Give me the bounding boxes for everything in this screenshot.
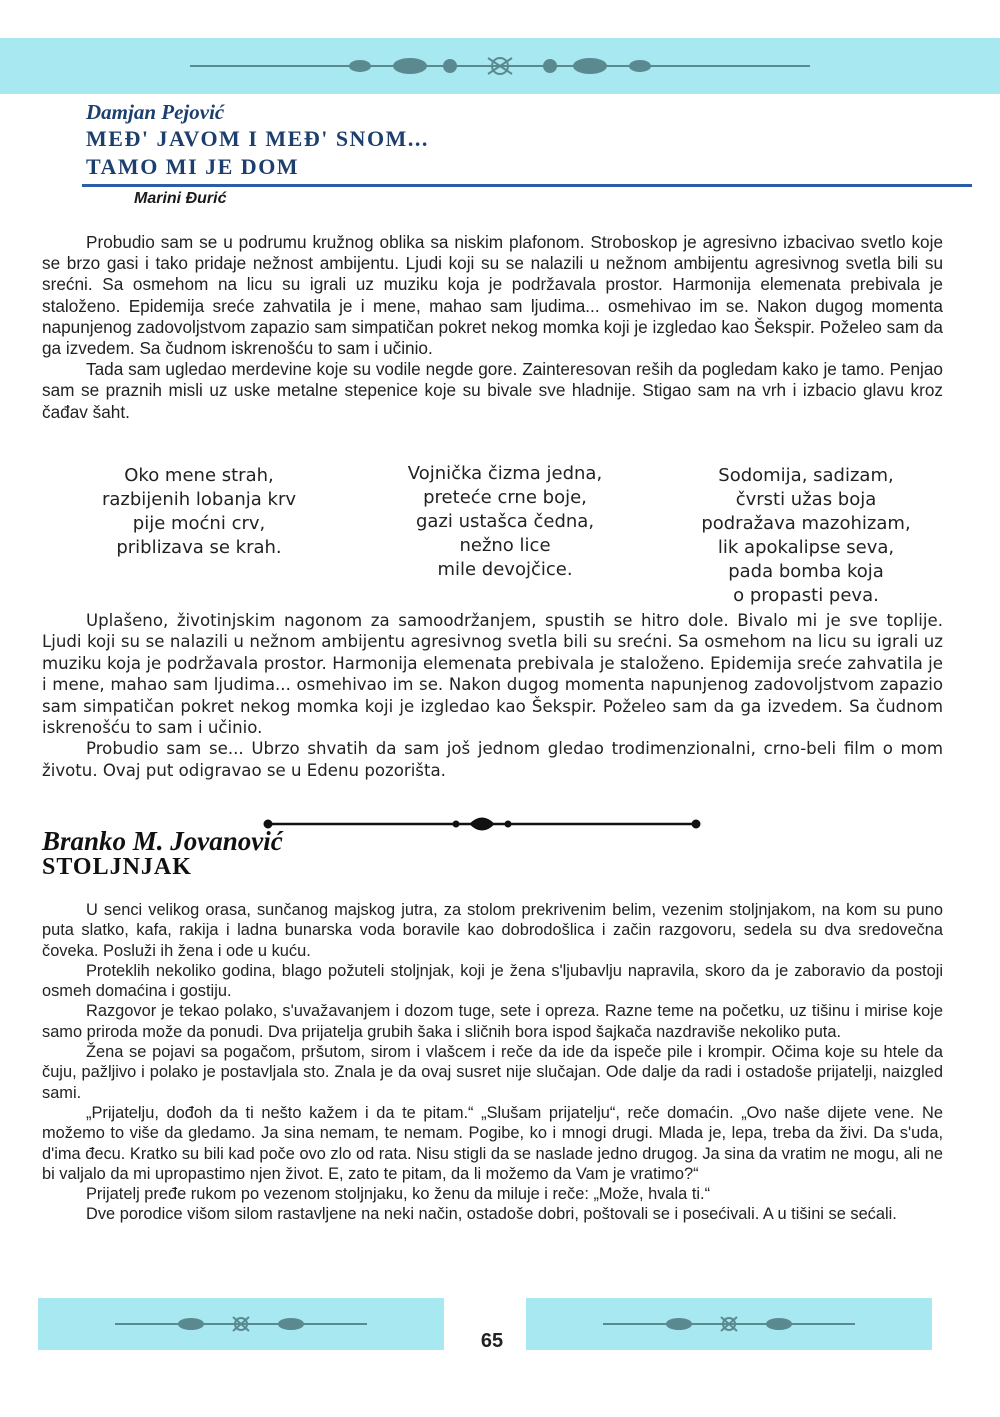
paragraph: Prijatelj pređe rukom po vezenom stoljnjaku, ko ženu da miluje i reče: „Može, hvala ti.“ bbox=[86, 1185, 711, 1204]
story1-prose-part1 bbox=[42, 232, 943, 423]
poem-line: mile devojčice. bbox=[437, 559, 573, 580]
poem-line: nežno lice bbox=[459, 535, 551, 556]
paragraph: Dve porodice višom silom rastavljene na neki način, ostadoše dobri, poštovali se i posećivali. A u tišini se sećali. bbox=[86, 1205, 897, 1224]
poem-line: razbijenih lobanja krv bbox=[101, 489, 297, 510]
story1-title bbox=[86, 125, 429, 181]
poem-line: o propasti peva. bbox=[733, 585, 879, 606]
paragraph: „Prijatelju, dođoh da ti nešto kažem i da te pitam.“ „Slušam prijatelju“, reče domaćin. „Ovo naše dijete vene. Ne možemo to više da gledamo. Ja sina nemam, te nemam. Pogibe, ko i mnogi drugi. Mlada je, lepa, treba da živi. Da s'uda, d'ima đecu. Kratko su bili kad poče ovo zlo od rata. Nisu stigli da se naslade jedno drugog. Ja sina da vratim ne mogu, ali ne bi valjalo da mi upropastimo njen život. E, zato te pitam, da li možemo da Vam je vratimo?“ bbox=[42, 1103, 943, 1183]
poem-line: podražava mazohizam, bbox=[701, 513, 911, 534]
paragraph: Razgovor je tekao polako, s'uvažavanjem i dozom tuge, sete i opreza. Razne teme na početku, uz tišinu i mirise koje samo priroda može da ponudi. Dva prijatelja grubih šaka i sličnih bora ispod šajkača nazdraviše nekoliko puta. bbox=[42, 1002, 943, 1041]
story1-title-line2: TAMO MI JE DOM bbox=[86, 154, 300, 179]
paragraph: Uplašeno, životinjskim nagonom za samoodržanjem, spustih se hitro dole. Bivalo mi je sve toplije. Ljudi koji su se nalazili u nežnom ambijentu agresivnog svetla bili su srećni. Sa osmehom na licu su igrali uz muziku koja je podržavala prostor. Harmonija elemenata prebivala je staloženo. Epidemija sreće zahvatila je i mene, mahao sam ljudima... osmehivao im se. Nakon dugog momenta napunjenog zadovoljstvom zapazio sam simpatičan pokret nekog momka koji je izgledao kao Šekspir. Poželeo sam da ga izvedem. Sa čudnom iskrenošću to sam i učinio. bbox=[42, 611, 943, 738]
paragraph: Žena se pojavi sa pogačom, pršutom, sirom i vlašcem i reče da ide da ispeče pile i krompir. Očima koje su htele da čuju, pažljivo i polako je postavljala sto. Znala je da ovaj susret nije slučajan. Ode dalje da radi i ostadoše prijatelji, naizgled sami. bbox=[42, 1043, 943, 1102]
poem-line: gazi ustašca čedna, bbox=[415, 511, 595, 532]
poem-line: pije moćni crv, bbox=[132, 513, 266, 534]
story1-title-line1: MEĐ' JAVOM I MEĐ' SNOM... bbox=[86, 126, 429, 151]
poem-line: čvrsti užas boja bbox=[735, 489, 877, 510]
poem-line: Vojnička čizma jedna, bbox=[407, 463, 603, 484]
flourish-ornament-icon bbox=[599, 1314, 859, 1334]
page-number: 65 bbox=[480, 1330, 504, 1352]
story1-prose-part2 bbox=[42, 610, 943, 781]
poem-line: priblizava se krah. bbox=[116, 537, 282, 558]
paragraph: Probudio sam se... Ubrzo shvatih da sam još jednom gledao trodimenzionalni, crno-beli film o mom životu. Ovaj put odigravao se u Edenu pozorišta. bbox=[42, 739, 943, 780]
story2-title: STOLJNJAK bbox=[42, 854, 192, 880]
poem-line: lik apokalipse seva, bbox=[717, 537, 895, 558]
story1-author: Damjan Pejović bbox=[86, 100, 225, 124]
story2-author: Branko M. Jovanović bbox=[42, 826, 283, 856]
section-divider-icon bbox=[260, 812, 705, 836]
paragraph: Tada sam ugledao merdevine koje su vodile negde gore. Zainteresovan reših da pogledam kako je tamo. Penjao sam se praznih misli uz uske metalne stepenice koje su bivale sve hladnije. Stigao sam na vrh i izbacio glavu kroz čađav šaht. bbox=[42, 359, 943, 422]
paragraph: U senci velikog orasa, sunčanog majskog jutra, za stolom prekrivenim belim, vezenim stoljnjakom, na kom su puno puta slatko, kafa, rakija i ladna bunarska voda boravile kao dobrodošlica i začin razgovoru, sedela su dva sredovečna čoveka. Posluži ih žena i ode u kuću. bbox=[42, 901, 943, 960]
poem-line: preteće crne boje, bbox=[423, 487, 587, 508]
poem-stanza-right bbox=[668, 464, 944, 608]
paragraph: Proteklih nekoliko godina, blago požuteli stoljnjak, koji je žena s'ljubavlju napravila, skoro da je zaboravio da postoji osmeh domaćina i gostiju. bbox=[42, 961, 943, 1001]
title-underline-rule bbox=[82, 184, 972, 187]
poem-line: pada bomba koja bbox=[728, 561, 884, 582]
flourish-ornament-icon bbox=[111, 1314, 371, 1334]
footer-ornament-band-left bbox=[38, 1298, 444, 1350]
poem-stanza-middle bbox=[374, 462, 636, 582]
poem-stanza-left bbox=[68, 464, 330, 560]
header-ornament-band bbox=[0, 38, 1000, 94]
paragraph: Probudio sam se u podrumu kružnog oblika sa niskim plafonom. Stroboskop je agresivno izbacivao svetlo koje se brzo gasi i tako pridaje nežnost ambijentu. Ljudi koji su se nalazili u nežnom ambijentu agresivnog svetla bili su srećni. Sa osmehom na licu su igrali uz muziku koja je podržavala prostor. Harmonija elemenata prebivala je staloženo. Epidemija sreće zahvatila je i mene, mahao sam ljudima... osmehivao im se. Nakon dugog momenta napunjenog zadovoljstvom zapazio sam simpatičan pokret nekog momka koji je izgledao kao Šekspir. Poželeo sam da ga izvedem. Sa čudnom iskrenošću to sam i učinio. bbox=[42, 232, 943, 359]
footer-ornament-band-right bbox=[526, 1298, 932, 1350]
poem-line: Oko mene strah, bbox=[124, 465, 274, 486]
story2-prose bbox=[42, 900, 943, 1225]
flourish-ornament-icon bbox=[180, 54, 820, 78]
poem-line: Sodomija, sadizam, bbox=[718, 465, 894, 486]
story1-dedication: Marini Đurić bbox=[134, 190, 227, 207]
